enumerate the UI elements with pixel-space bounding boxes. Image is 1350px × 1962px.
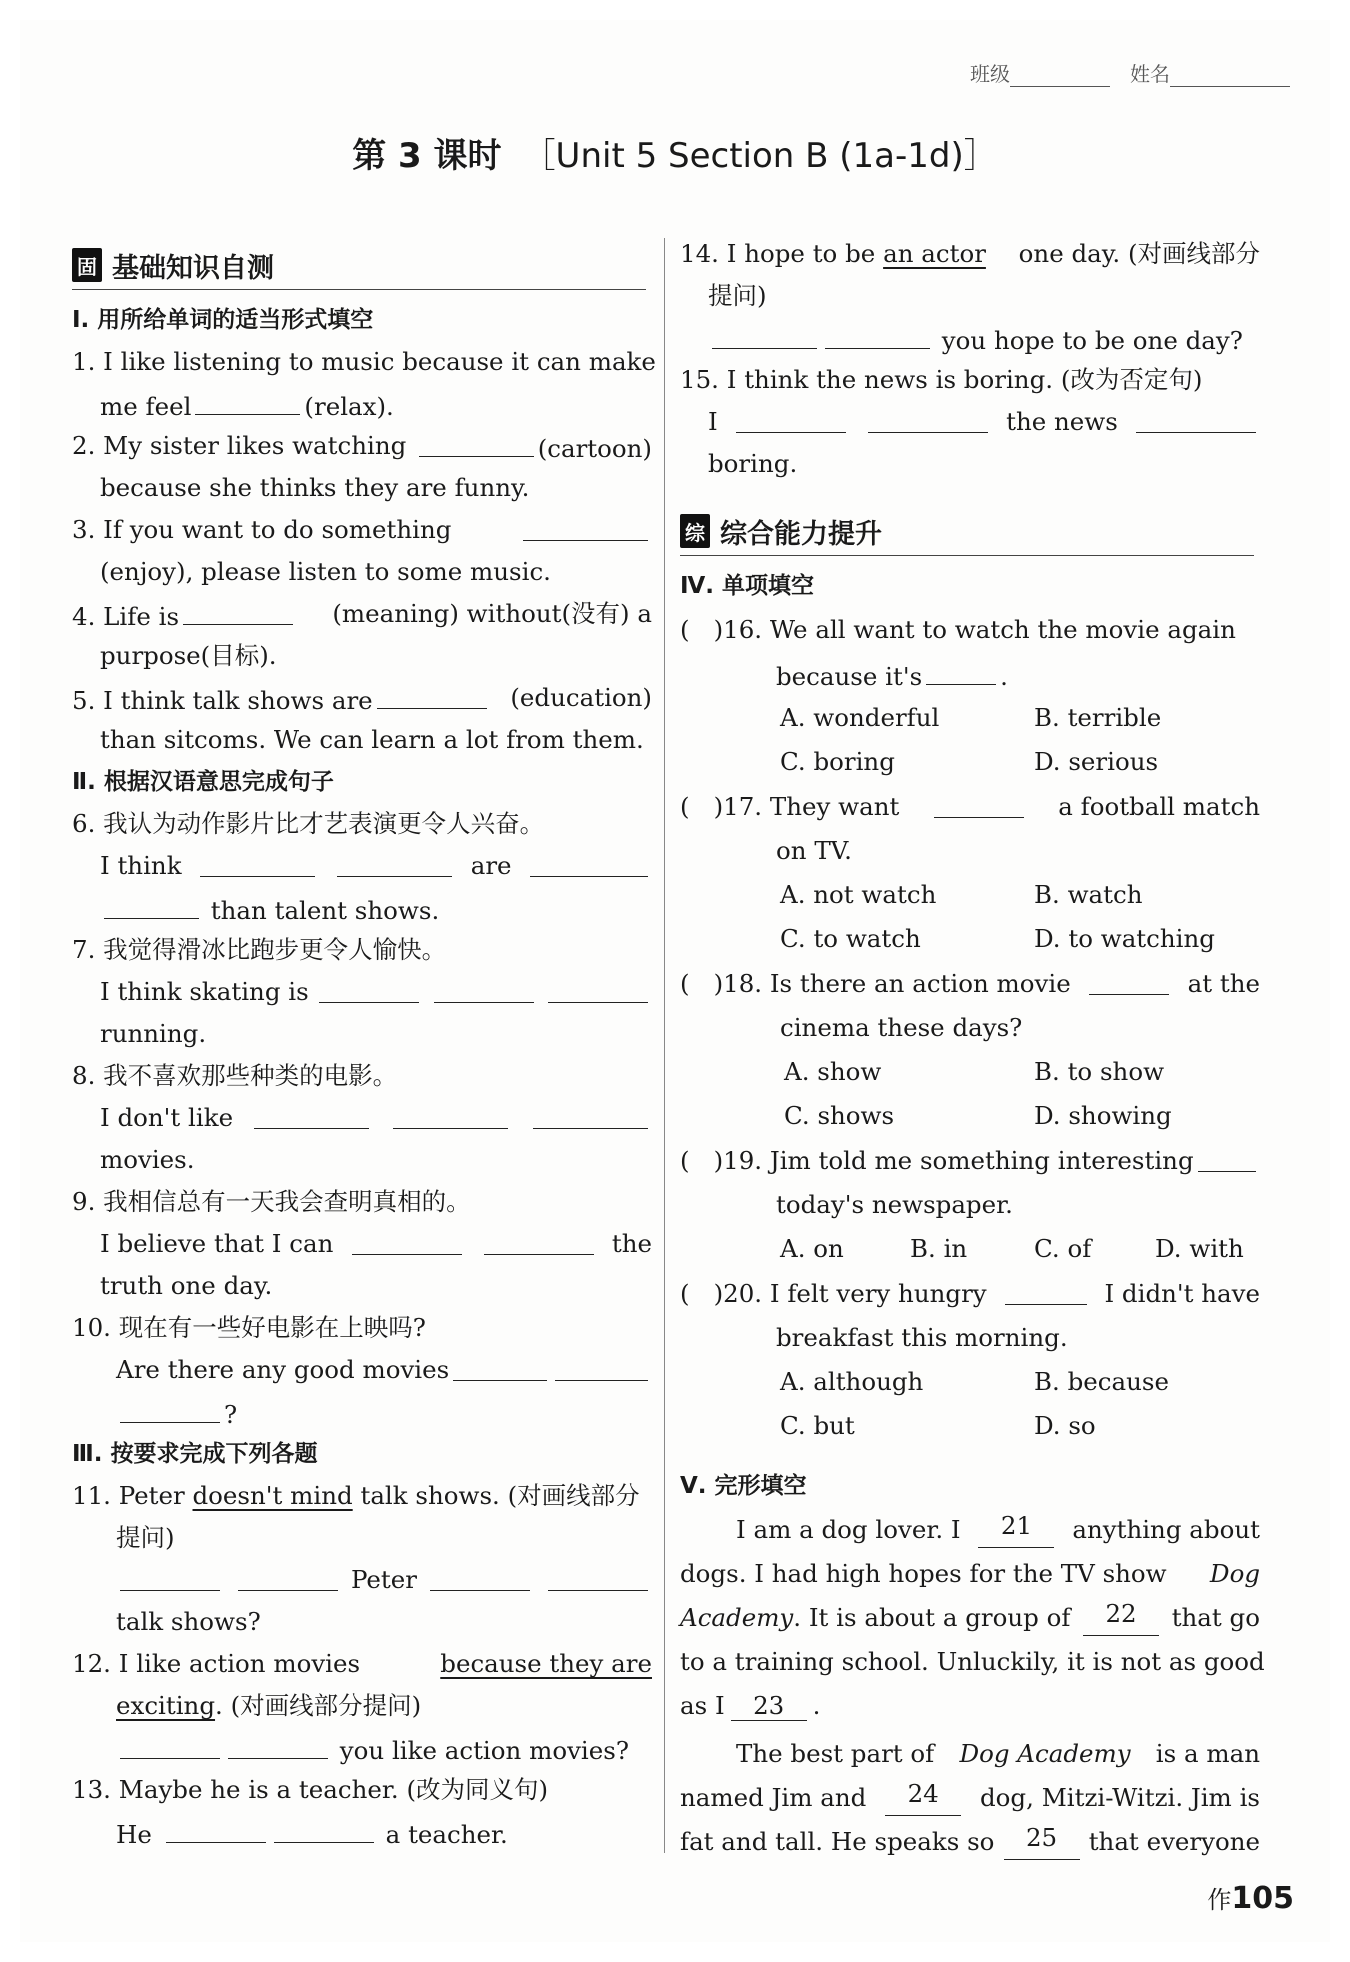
- page-number: 作105: [1207, 1881, 1294, 1916]
- option-d[interactable]: D. with: [1155, 1234, 1244, 1263]
- cloze-line: to a training school. Unluckily, it is not as good: [680, 1647, 1265, 1676]
- question-3: 3. If you want to do something: [72, 512, 652, 548]
- option-a[interactable]: A. show: [784, 1057, 882, 1086]
- answer-blank[interactable]: [319, 974, 419, 1003]
- question-8: 8. 我不喜欢那些种类的电影。: [72, 1061, 398, 1090]
- answer-blank[interactable]: [533, 1100, 648, 1129]
- option-a[interactable]: A. wonderful: [780, 703, 940, 732]
- question-11: 11. Peter doesn't mind talk shows. (对画线部分: [72, 1481, 640, 1510]
- question-19: ( )19. Jim told me something interesting: [680, 1143, 1260, 1179]
- cloze-line: I am a dog lover. I 21 anything about: [680, 1512, 1260, 1548]
- option-b[interactable]: B. because: [1034, 1367, 1169, 1396]
- option-b[interactable]: B. in: [910, 1234, 968, 1263]
- question-10: 10. 现在有一些好电影在上映吗?: [72, 1313, 426, 1342]
- section-badge-icon: 综: [680, 514, 710, 548]
- answer-blank[interactable]: [377, 680, 487, 709]
- answer-blank[interactable]: [868, 404, 988, 433]
- cloze-line: as I 23 .: [680, 1691, 821, 1720]
- answer-blank[interactable]: [430, 1562, 530, 1591]
- answer-blank[interactable]: [1005, 1276, 1087, 1305]
- option-c[interactable]: C. boring: [780, 747, 895, 776]
- lesson-title: 第 3 课时 ［Unit 5 Section B (1a-1d)］: [352, 136, 998, 176]
- name-field[interactable]: 姓名: [1130, 58, 1290, 87]
- answer-blank[interactable]: [200, 848, 315, 877]
- section-heading-basic: 固 基础知识自测: [72, 242, 652, 288]
- section-heading-advanced: 综 综合能力提升: [680, 508, 1260, 554]
- part-heading: Ⅲ. 按要求完成下列各题: [72, 1441, 318, 1467]
- blank-22[interactable]: 22: [1083, 1600, 1159, 1636]
- student-info: [970, 58, 1290, 87]
- column-divider: [664, 238, 665, 1853]
- cloze-line: fat and tall. He speaks so 25 that everyone: [680, 1824, 1260, 1860]
- option-a[interactable]: A. not watch: [780, 880, 937, 909]
- answer-blank[interactable]: [555, 1352, 648, 1381]
- section-badge-icon: 固: [72, 248, 102, 282]
- part-heading: Ⅳ. 单项填空: [680, 573, 815, 599]
- cloze-line: dogs. I had high hopes for the TV show Dog: [680, 1559, 1260, 1588]
- answer-blank[interactable]: [1136, 404, 1256, 433]
- question-14: 14. I hope to be an actor one day. (对画线部分: [680, 239, 1260, 268]
- question-1: 1. I like listening to music because it can make: [72, 347, 656, 376]
- blank-25[interactable]: 25: [1004, 1824, 1080, 1860]
- question-9: 9. 我相信总有一天我会查明真相的。: [72, 1187, 471, 1216]
- answer-blank[interactable]: [393, 1100, 508, 1129]
- option-c[interactable]: C. of: [1034, 1234, 1092, 1263]
- blank-23[interactable]: 23: [731, 1692, 807, 1721]
- question-13: 13. Maybe he is a teacher. (改为同义句): [72, 1775, 549, 1804]
- cloze-line: Academy. It is about a group of 22 that go: [680, 1600, 1260, 1636]
- question-6: 6. 我认为动作影片比才艺表演更令人兴奋。: [72, 809, 545, 838]
- answer-blank[interactable]: [352, 1226, 462, 1255]
- question-17: ( )17. They want a football match: [680, 789, 1260, 825]
- question-18: ( )18. Is there an action movie at the: [680, 966, 1260, 1002]
- option-c[interactable]: C. to watch: [780, 924, 921, 953]
- blank-24[interactable]: 24: [885, 1780, 961, 1816]
- answer-blank[interactable]: [104, 890, 199, 919]
- answer-blank[interactable]: [712, 320, 817, 349]
- class-field[interactable]: 班级: [970, 58, 1110, 87]
- answer-blank[interactable]: [419, 428, 534, 457]
- question-5: 5. I think talk shows are (education): [72, 680, 652, 716]
- cloze-line: named Jim and 24 dog, Mitzi-Witzi. Jim is: [680, 1780, 1260, 1816]
- cloze-line: The best part of Dog Academy is a man: [736, 1739, 1260, 1768]
- answer-blank[interactable]: [274, 1814, 374, 1843]
- answer-blank[interactable]: [1089, 966, 1169, 995]
- answer-blank[interactable]: [453, 1352, 546, 1381]
- option-c[interactable]: C. but: [780, 1411, 855, 1440]
- answer-blank[interactable]: [548, 974, 648, 1003]
- answer-blank[interactable]: [523, 512, 648, 541]
- answer-blank[interactable]: [926, 656, 996, 685]
- answer-blank[interactable]: [434, 974, 534, 1003]
- answer-blank[interactable]: [548, 1562, 648, 1591]
- question-2: 2. My sister likes watching (cartoon): [72, 428, 652, 464]
- option-c[interactable]: C. shows: [784, 1101, 895, 1130]
- answer-blank[interactable]: [120, 1394, 220, 1423]
- option-d[interactable]: D. to watching: [1034, 924, 1215, 953]
- answer-blank[interactable]: [120, 1562, 220, 1591]
- options: [780, 700, 1260, 736]
- part-heading: Ⅱ. 根据汉语意思完成句子: [72, 769, 334, 795]
- option-d[interactable]: D. serious: [1034, 747, 1159, 776]
- option-d[interactable]: D. showing: [1034, 1101, 1172, 1130]
- answer-blank[interactable]: [120, 1730, 220, 1759]
- part-heading: Ⅰ. 用所给单词的适当形式填空: [72, 307, 374, 333]
- question-7: 7. 我觉得滑冰比跑步更令人愉快。: [72, 935, 447, 964]
- part-heading: Ⅴ. 完形填空: [680, 1473, 807, 1499]
- option-d[interactable]: D. so: [1034, 1411, 1096, 1440]
- answer-blank[interactable]: [337, 848, 452, 877]
- answer-blank[interactable]: [484, 1226, 594, 1255]
- question-4: 4. Life is (meaning) without(没有) a: [72, 596, 652, 632]
- answer-blank[interactable]: [254, 1100, 369, 1129]
- question-12: 12. I like action movies because they are: [72, 1649, 652, 1678]
- answer-blank[interactable]: [934, 789, 1024, 818]
- answer-blank[interactable]: [195, 386, 300, 415]
- answer-blank[interactable]: [1198, 1143, 1256, 1172]
- option-b[interactable]: B. terrible: [1034, 703, 1162, 732]
- option-b[interactable]: B. watch: [1034, 880, 1143, 909]
- answer-blank[interactable]: [530, 848, 648, 877]
- option-a[interactable]: A. although: [780, 1367, 924, 1396]
- blank-21[interactable]: 21: [978, 1512, 1054, 1548]
- question-20: ( )20. I felt very hungry I didn't have: [680, 1276, 1260, 1312]
- answer-blank[interactable]: [736, 404, 846, 433]
- answer-blank[interactable]: [228, 1730, 328, 1759]
- answer-blank[interactable]: [183, 596, 293, 625]
- option-a[interactable]: A. on: [780, 1234, 844, 1263]
- question-15: 15. I think the news is boring. (改为否定句): [680, 365, 1203, 394]
- option-b[interactable]: B. to show: [1034, 1057, 1165, 1086]
- answer-blank[interactable]: [166, 1814, 266, 1843]
- answer-blank[interactable]: [825, 320, 930, 349]
- answer-blank[interactable]: [238, 1562, 338, 1591]
- question-16: ( )16. We all want to watch the movie again: [680, 615, 1236, 644]
